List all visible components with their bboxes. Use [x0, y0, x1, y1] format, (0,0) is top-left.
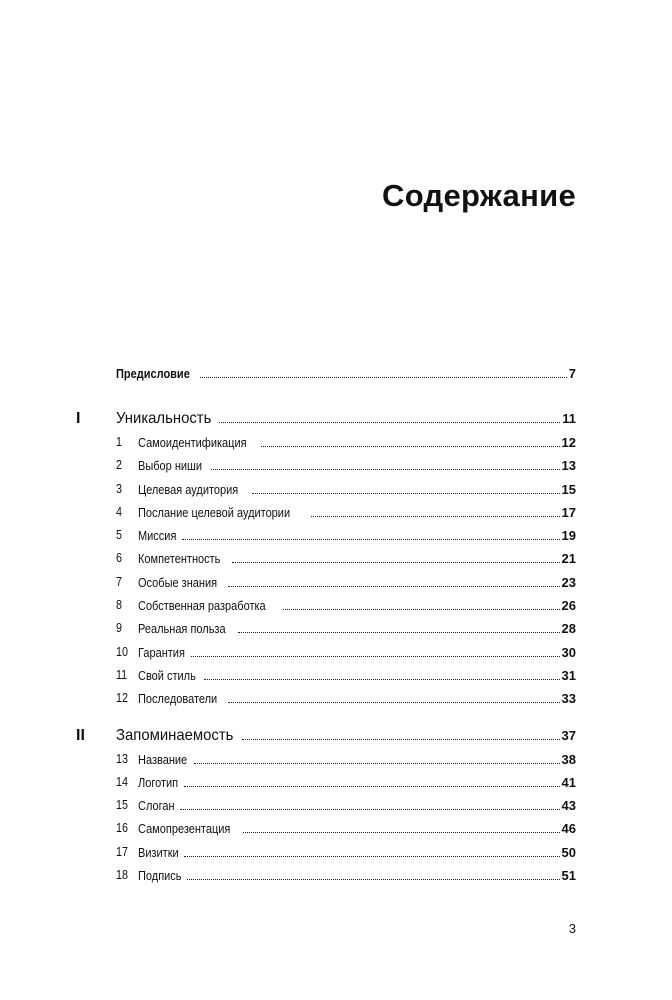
dot-leader [228, 586, 560, 587]
chapter-page: 43 [561, 798, 576, 814]
chapter-number: 12 [116, 691, 128, 706]
part-number: I [76, 410, 81, 427]
toc-chapter[interactable] [0, 458, 672, 481]
page-number: 3 [568, 921, 576, 936]
chapter-page: 46 [561, 821, 576, 837]
dot-leader [187, 879, 559, 880]
chapter-title: Собственная разработка [138, 599, 266, 614]
dot-leader [194, 763, 560, 764]
chapter-title: Последователи [138, 692, 218, 707]
toc-chapter[interactable] [0, 482, 672, 505]
chapter-page: 21 [561, 551, 576, 567]
chapter-page: 19 [561, 528, 576, 544]
toc-entry-title: Предисловие [116, 367, 190, 381]
chapter-page: 13 [561, 458, 576, 474]
chapter-number: 9 [116, 621, 122, 636]
dot-leader [200, 377, 567, 378]
toc-chapter[interactable] [0, 435, 672, 458]
toc-chapter[interactable] [0, 752, 672, 775]
chapter-title: Логотип [138, 775, 179, 790]
chapter-page: 26 [561, 598, 576, 614]
chapter-number: 10 [116, 644, 128, 659]
chapter-number: 17 [116, 844, 128, 859]
part-number: II [76, 726, 85, 744]
chapter-page: 30 [561, 644, 576, 660]
chapter-title: Реальная польза [138, 622, 226, 637]
dot-leader [204, 679, 560, 680]
chapter-page: 23 [561, 574, 576, 590]
dot-leader [243, 832, 560, 833]
chapter-page: 38 [561, 751, 576, 767]
chapter-page: 31 [561, 667, 576, 683]
chapter-number: 5 [116, 528, 122, 543]
dot-leader [261, 446, 559, 447]
toc-chapter[interactable] [0, 798, 672, 821]
toc-chapter[interactable] [0, 775, 672, 798]
chapter-title: Самопрезентация [138, 822, 231, 837]
chapter-number: 8 [116, 598, 122, 613]
chapter-title: Миссия [138, 529, 177, 544]
chapter-number: 1 [116, 435, 122, 449]
part-page: 11 [562, 411, 576, 426]
chapter-number: 14 [116, 774, 128, 789]
chapter-title: Слоган [138, 799, 175, 814]
chapter-title: Самоидентификация [138, 436, 247, 450]
dot-leader [184, 786, 560, 787]
chapter-title: Свой стиль [138, 668, 196, 683]
dot-leader [191, 656, 559, 657]
toc-part-2[interactable] [0, 727, 672, 752]
toc-chapter[interactable] [0, 691, 672, 714]
chapter-title: Название [138, 752, 188, 767]
dot-leader [182, 539, 560, 540]
chapter-title: Особые знания [138, 575, 218, 590]
dot-leader [184, 856, 559, 857]
chapter-title: Целевая аудитория [138, 482, 239, 497]
part-title: Уникальность [116, 410, 212, 427]
chapter-title: Выбор ниши [138, 459, 203, 474]
chapter-page: 50 [561, 844, 576, 860]
toc-chapter[interactable] [0, 821, 672, 844]
dot-leader [228, 702, 560, 703]
chapter-title: Визитки [138, 845, 179, 860]
chapter-number: 6 [116, 551, 122, 566]
chapter-title: Компетентность [138, 552, 221, 567]
chapter-title: Подпись [138, 869, 182, 884]
toc-chapter[interactable] [0, 528, 672, 551]
chapter-number: 4 [116, 504, 122, 519]
toc-entry-preface[interactable] [0, 366, 672, 398]
chapter-page: 15 [561, 481, 576, 497]
chapter-page: 12 [561, 435, 576, 450]
toc-chapter[interactable] [0, 845, 672, 868]
toc-chapter[interactable] [0, 598, 672, 621]
chapter-number: 2 [116, 458, 122, 473]
dot-leader [242, 739, 559, 740]
chapter-title: Гарантия [138, 645, 185, 660]
dot-leader [219, 422, 561, 423]
dot-leader [311, 516, 560, 517]
chapter-page: 28 [561, 621, 576, 637]
toc-chapter[interactable] [0, 621, 672, 644]
toc-chapter[interactable] [0, 505, 672, 528]
chapter-page: 17 [561, 504, 576, 520]
toc-chapter[interactable] [0, 645, 672, 668]
toc-chapter[interactable] [0, 575, 672, 598]
part-title: Запоминаемость [116, 726, 234, 744]
toc-chapter[interactable] [0, 868, 672, 891]
dot-leader [232, 562, 560, 563]
chapter-number: 13 [116, 751, 128, 766]
chapter-number: 15 [116, 798, 128, 813]
chapter-page: 51 [561, 868, 576, 884]
dot-leader [283, 609, 559, 610]
toc-chapter[interactable] [0, 668, 672, 691]
chapter-title: Послание целевой аудитории [138, 505, 291, 520]
chapter-number: 18 [116, 868, 128, 883]
dot-leader [252, 493, 560, 494]
dot-leader [211, 469, 560, 470]
chapter-page: 41 [561, 774, 576, 790]
chapter-page: 33 [561, 691, 576, 707]
dot-leader [180, 809, 560, 810]
toc-part-1[interactable] [0, 410, 672, 435]
dot-leader [238, 632, 560, 633]
chapter-number: 16 [116, 821, 128, 836]
page-title: Содержание [382, 178, 576, 213]
table-of-contents [0, 366, 672, 891]
toc-entry-page: 7 [568, 366, 576, 381]
toc-chapter[interactable] [0, 551, 672, 574]
chapter-number: 11 [116, 667, 128, 682]
chapter-number: 7 [116, 574, 122, 589]
part-page: 37 [561, 727, 576, 743]
chapter-number: 3 [116, 481, 122, 496]
